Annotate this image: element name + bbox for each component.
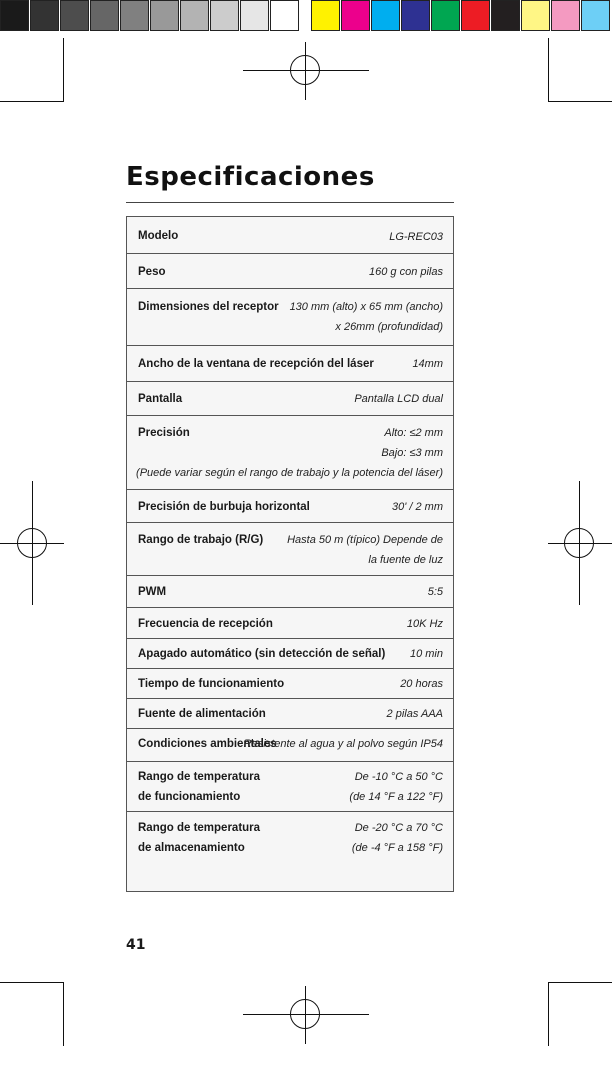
gray-swatch xyxy=(90,0,119,31)
color-swatch xyxy=(401,0,430,31)
crop-mark xyxy=(548,38,549,102)
spec-value-line: Alto: ≤2 mm xyxy=(384,427,443,439)
spec-label: Frecuencia de recepción xyxy=(138,618,273,630)
spec-value xyxy=(392,497,443,517)
gray-swatch xyxy=(0,0,29,31)
spec-row xyxy=(127,575,453,607)
spec-value xyxy=(412,354,443,374)
page-number: 41 xyxy=(126,937,146,953)
color-swatch xyxy=(371,0,400,31)
spec-label: Modelo xyxy=(138,230,179,242)
spec-row xyxy=(127,345,453,381)
spec-label: Peso xyxy=(138,266,166,278)
spec-value xyxy=(136,423,443,483)
spec-value-line: la fuente de luz xyxy=(368,554,443,566)
spec-value-line: (de -4 °F a 158 °F) xyxy=(351,842,443,854)
gray-swatch xyxy=(270,0,299,31)
spec-value-line: (de 14 °F a 122 °F) xyxy=(349,791,443,803)
spec-value-line: (Puede variar según el rango de trabajo y la potencia del láser) xyxy=(136,467,443,479)
spec-value xyxy=(244,734,443,754)
spec-value xyxy=(389,227,443,247)
color-swatch xyxy=(551,0,580,31)
gray-swatch xyxy=(120,0,149,31)
spec-value-line: De -10 °C a 50 °C xyxy=(354,771,443,783)
spec-row xyxy=(127,288,453,345)
spec-row xyxy=(127,217,453,253)
crop-mark xyxy=(0,101,64,102)
spec-value-line: De -20 °C a 70 °C xyxy=(354,822,443,834)
spec-value xyxy=(354,389,443,409)
crop-mark xyxy=(63,982,64,1046)
spec-row xyxy=(127,668,453,698)
spec-row xyxy=(127,811,453,891)
registration-circle xyxy=(290,999,320,1029)
spec-value-line: Hasta 50 m (típico) Depende de xyxy=(287,534,443,546)
spec-value-line: LG-REC03 xyxy=(389,231,443,243)
spec-row xyxy=(127,638,453,668)
spec-value xyxy=(352,818,443,858)
color-swatch xyxy=(581,0,610,31)
spec-value-line: 20 horas xyxy=(400,678,443,690)
spec-value-line: 5:5 xyxy=(427,586,443,598)
crop-mark xyxy=(548,101,612,102)
spec-value-line: 10 min xyxy=(409,648,443,660)
spec-label: Condiciones ambientales xyxy=(138,738,277,750)
spec-value xyxy=(407,614,443,634)
spec-value-line: Resistente al agua y al polvo según IP54 xyxy=(243,738,443,750)
spec-value-line: Pantalla LCD dual xyxy=(354,393,443,405)
spec-value xyxy=(428,582,443,602)
spec-row xyxy=(127,489,453,522)
crop-mark xyxy=(548,982,612,983)
spec-value-line: x 26mm (profundidad) xyxy=(335,321,443,333)
title-divider xyxy=(126,202,454,203)
spec-row xyxy=(127,522,453,575)
spec-row xyxy=(127,728,453,761)
gray-swatch xyxy=(30,0,59,31)
registration-circle xyxy=(564,528,594,558)
spec-label: Tiempo de funcionamiento xyxy=(138,678,285,690)
spec-value xyxy=(290,297,443,337)
spec-value-line: 30' / 2 mm xyxy=(391,501,443,513)
color-swatch xyxy=(311,0,340,31)
spec-value-line: 2 pilas AAA xyxy=(386,708,443,720)
color-swatch xyxy=(491,0,520,31)
spec-value-line: 130 mm (alto) x 65 mm (ancho) xyxy=(289,301,443,313)
spec-row xyxy=(127,607,453,638)
grayscale-calibration-bar xyxy=(0,0,300,31)
crop-mark xyxy=(548,982,549,1046)
spec-value-line: 10K Hz xyxy=(406,618,443,630)
specifications-table xyxy=(126,216,454,892)
spec-label: Dimensiones del receptor xyxy=(138,301,279,313)
spec-label: PWM xyxy=(138,586,167,598)
gray-swatch xyxy=(60,0,89,31)
spec-value xyxy=(410,644,443,664)
spec-value xyxy=(400,674,443,694)
spec-label: Rango de temperatura de funcionamiento xyxy=(138,771,261,803)
crop-mark xyxy=(63,38,64,102)
spec-value xyxy=(369,262,443,282)
registration-circle xyxy=(290,55,320,85)
spec-row xyxy=(127,698,453,728)
spec-label: Fuente de alimentación xyxy=(138,708,266,720)
color-swatch xyxy=(521,0,550,31)
gray-swatch xyxy=(150,0,179,31)
gray-swatch xyxy=(180,0,209,31)
spec-label: Ancho de la ventana de recepción del láser xyxy=(138,358,374,370)
spec-value xyxy=(349,767,443,807)
spec-label: Pantalla xyxy=(138,393,183,405)
spec-row xyxy=(127,415,453,489)
gray-swatch xyxy=(210,0,239,31)
color-swatch xyxy=(461,0,490,31)
spec-value-line: Bajo: ≤3 mm xyxy=(381,447,443,459)
crop-mark xyxy=(0,982,64,983)
page-title: Especificaciones xyxy=(126,162,375,192)
spec-row xyxy=(127,761,453,811)
spec-value-line: 160 g con pilas xyxy=(369,266,443,278)
gray-swatch xyxy=(240,0,269,31)
spec-value xyxy=(387,704,443,724)
spec-value xyxy=(287,530,443,570)
color-swatch xyxy=(341,0,370,31)
spec-row xyxy=(127,253,453,288)
spec-label: Apagado automático (sin detección de señal) xyxy=(138,648,386,660)
spec-label: Precisión de burbuja horizontal xyxy=(138,501,310,513)
spec-value-line: 14mm xyxy=(412,358,443,370)
spec-label: Precisión xyxy=(138,427,190,439)
color-swatch xyxy=(431,0,460,31)
color-calibration-bar xyxy=(311,0,611,31)
spec-row xyxy=(127,381,453,415)
spec-label: Rango de trabajo (R/G) xyxy=(138,534,264,546)
spec-label: Rango de temperatura de almacenamiento xyxy=(138,822,261,854)
registration-circle xyxy=(17,528,47,558)
